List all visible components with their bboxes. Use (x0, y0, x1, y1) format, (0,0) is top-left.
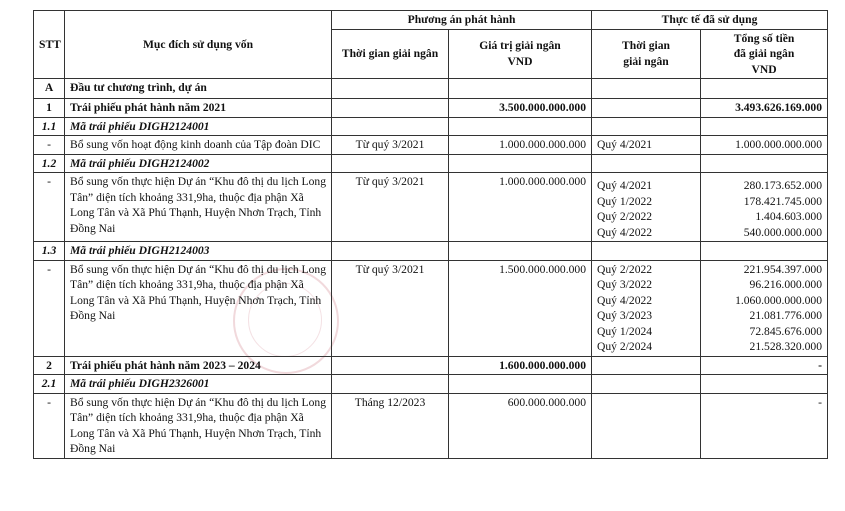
row-total: - (701, 356, 828, 375)
row-desc: Mã trái phiếu DIGH2124001 (65, 117, 332, 136)
row-stt: 2 (34, 356, 65, 375)
col-group-phuong-an: Phương án phát hành (332, 11, 592, 30)
row-stt: - (34, 136, 65, 155)
row-stt: 1.3 (34, 242, 65, 261)
row-stt: 1.2 (34, 154, 65, 173)
row-stt: - (34, 260, 65, 356)
bond-usage-table (33, 10, 828, 459)
table-row (34, 242, 828, 261)
table-row (34, 375, 828, 394)
col-tt-thoi-gian: Thời gian giải ngân (592, 29, 701, 79)
row-desc: Đầu tư chương trình, dự án (65, 79, 332, 99)
row-desc: Trái phiếu phát hành năm 2023 – 2024 (65, 356, 332, 375)
table-row (34, 173, 828, 242)
row-value: 600.000.000.000 (449, 393, 592, 458)
row-stt: - (34, 173, 65, 242)
table-row (34, 260, 828, 356)
row-desc: Trái phiếu phát hành năm 2021 (65, 99, 332, 118)
table-row (34, 99, 828, 118)
row-desc: Mã trái phiếu DIGH2124003 (65, 242, 332, 261)
table-row (34, 79, 828, 99)
row-total: - (701, 393, 828, 458)
row-desc: Bổ sung vốn thực hiện Dự án “Khu đô thị du lịch Long Tân” diện tích khoảng 331,9ha, thuộc địa phận Xã Long Tân và Xã Phú Thạnh, Huyện Nhơn Trạch, Tỉnh Đồng Nai (65, 173, 332, 242)
row-value: 3.500.000.000.000 (449, 99, 592, 118)
header-row-1 (34, 11, 828, 30)
row-desc: Bổ sung vốn hoạt động kinh doanh của Tập đoàn DIC (65, 136, 332, 155)
row-quarters: Quý 4/2021 (592, 136, 701, 155)
row-stt: 1 (34, 99, 65, 118)
table-row (34, 393, 828, 458)
col-tt-tong: Tổng số tiền đã giải ngân VND (701, 29, 828, 79)
col-pa-thoi-gian: Thời gian giải ngân (332, 29, 449, 79)
row-amounts: 280.173.652.000 178.421.745.000 1.404.603.000 540.000.000.000 (701, 173, 828, 242)
table-row (34, 356, 828, 375)
row-time: Tháng 12/2023 (332, 393, 449, 458)
row-desc: Bổ sung vốn thực hiện Dự án “Khu đô thị du lịch Long Tân” diện tích khoảng 331,9ha, thuộc địa phận Xã Long Tân và Xã Phú Thạnh, Huyện Nhơn Trạch, Tỉnh Đồng Nai (65, 393, 332, 458)
row-value: 1.000.000.000.000 (449, 173, 592, 242)
row-quarters: Quý 2/2022 Quý 3/2022 Quý 4/2022 Quý 3/2023 Quý 1/2024 Quý 2/2024 (592, 260, 701, 356)
row-desc: Mã trái phiếu DIGH2124002 (65, 154, 332, 173)
row-time: Từ quý 3/2021 (332, 136, 449, 155)
table-row (34, 117, 828, 136)
row-stt: - (34, 393, 65, 458)
table-row (34, 154, 828, 173)
row-value: 1.600.000.000.000 (449, 356, 592, 375)
row-stt: 2.1 (34, 375, 65, 394)
row-time: Từ quý 3/2021 (332, 173, 449, 242)
col-stt: STT (34, 11, 65, 79)
row-amounts: 1.000.000.000.000 (701, 136, 828, 155)
row-time: Từ quý 3/2021 (332, 260, 449, 356)
col-muc-dich: Mục đích sử dụng vốn (65, 11, 332, 79)
row-stt: A (34, 79, 65, 99)
row-desc: Mã trái phiếu DIGH2326001 (65, 375, 332, 394)
row-amounts: 221.954.397.000 96.216.000.000 1.060.000.000.000 21.081.776.000 72.845.676.000 21.528.320.000 (701, 260, 828, 356)
row-value: 1.000.000.000.000 (449, 136, 592, 155)
col-group-thuc-te: Thực tế đã sử dụng (592, 11, 828, 30)
col-pa-gia-tri: Giá trị giải ngân VND (449, 29, 592, 79)
table-row (34, 136, 828, 155)
row-desc: Bổ sung vốn thực hiện Dự án “Khu đô thị du lịch Long Tân” diện tích khoảng 331,9ha, thuộc địa phận Xã Long Tân và Xã Phú Thạnh, Huyện Nhơn Trạch, Tỉnh Đồng Nai (65, 260, 332, 356)
row-total: 3.493.626.169.000 (701, 99, 828, 118)
row-value: 1.500.000.000.000 (449, 260, 592, 356)
row-quarters: Quý 4/2021 Quý 1/2022 Quý 2/2022 Quý 4/2022 (592, 173, 701, 242)
row-stt: 1.1 (34, 117, 65, 136)
